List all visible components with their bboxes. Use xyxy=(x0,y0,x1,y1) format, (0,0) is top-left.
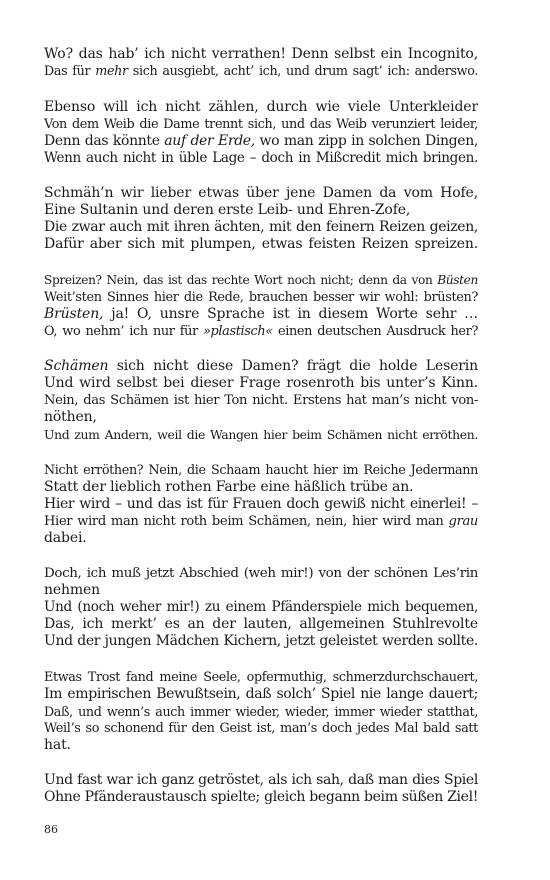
text-segment: Daß, und wenn’s auch immer wieder, wieder, immer wieder statthat, xyxy=(44,703,478,719)
text-segment: Statt der lieblich rothen Farbe eine häßlich trübe an. xyxy=(44,478,414,495)
poem-line xyxy=(44,462,478,479)
poem-line xyxy=(44,669,478,686)
poem-line xyxy=(44,46,478,63)
text-segment: Schmäh’n wir lieber etwas über jene Damen da vom Hofe, xyxy=(44,185,478,201)
poem-line xyxy=(44,323,478,340)
italic-text: Schämen xyxy=(44,358,109,374)
poem-line xyxy=(44,150,478,167)
text-segment: Die zwar auch mit ihren ächten, mit den feinern Reizen geizen, xyxy=(44,219,478,235)
italic-text: auf der Erde, xyxy=(164,132,255,149)
stanza xyxy=(44,669,478,754)
text-segment: Und (noch weher mir!) zu einem Pfänderspiele mich bequemen, xyxy=(44,599,478,615)
text-segment: Doch, ich muß jetzt Abschied (weh mir!) von der schönen Les’rin xyxy=(44,566,478,581)
text-segment: Spreizen? Nein, das ist das rechte Wort noch nicht; denn da von xyxy=(44,272,438,287)
poem-line xyxy=(44,236,478,253)
text-segment: Und wird selbst bei dieser Frage rosenroth bis unter’s Kinn. xyxy=(44,375,478,391)
poem-line xyxy=(44,202,478,219)
text-segment: Weit’sten Sinnes hier die Rede, brauchen besser wir wohl: brüsten? xyxy=(44,289,478,305)
poem-line xyxy=(44,616,478,633)
poem-line xyxy=(44,219,478,236)
text-segment: ja! O, unsre Sprache ist in diesem Worte sehr … xyxy=(103,305,478,322)
text-segment: Etwas Trost fand meine Seele, opfermuthig, schmerzdurchschauert, xyxy=(44,669,478,685)
text-segment: Wo? das hab’ ich nicht verrathen! Denn selbst ein Incognito, xyxy=(44,46,478,62)
stanza xyxy=(44,272,478,340)
text-segment: Ebenso will ich nicht zählen, durch wie viele Unterkleider xyxy=(44,98,478,115)
text-segment: sich nicht diese Damen? frägt die holde Leserin xyxy=(108,358,478,374)
text-segment: Hier wird man nicht roth beim Schämen, nein, hier wird man xyxy=(44,513,449,529)
text-segment: Hier wird – und das ist für Frauen doch gewiß nicht einerlei! – xyxy=(44,495,478,512)
poem-line xyxy=(44,720,478,737)
poem-line xyxy=(44,496,478,513)
text-segment: Und zum Andern, weil die Wangen hier beim Schämen nicht erröthen. xyxy=(44,427,478,442)
stanza xyxy=(44,99,478,167)
text-segment: Ohne Pfänderaustausch spielte; gleich begann beim süßen Ziel! xyxy=(44,789,478,805)
stanza xyxy=(44,565,478,650)
page-number: 86 xyxy=(44,823,58,836)
text-segment: nehmen xyxy=(44,582,100,598)
poem-line xyxy=(44,686,478,703)
text-segment: sich ausgiebt, acht’ ich, und drum sagt’ ich: anderswo. xyxy=(127,64,478,79)
poem-line xyxy=(44,530,478,547)
poem-line xyxy=(44,116,478,133)
text-segment: Das für xyxy=(44,64,96,79)
text-segment: Weil’s so schonend für den Geist ist, man’s doch jedes Mal bald satt xyxy=(44,720,478,736)
text-segment: einen deutschen Ausdruck her? xyxy=(272,323,478,339)
text-segment: Nicht erröthen? Nein, die Schaam haucht hier im Reiche Jedermann xyxy=(44,462,478,478)
poem-line xyxy=(44,185,478,202)
text-segment: dabei. xyxy=(44,529,87,546)
poem-line xyxy=(44,63,478,80)
poem-line xyxy=(44,306,478,323)
stanza xyxy=(44,358,478,443)
poem-line xyxy=(44,358,478,375)
poem-line xyxy=(44,426,478,443)
italic-text: »plastisch« xyxy=(203,323,273,339)
text-segment: Und fast war ich ganz getröstet, als ich sah, daß man dies Spiel xyxy=(44,772,478,788)
text-segment: Nein, das Schämen ist hier Ton nicht. Erstens hat man’s nicht von- xyxy=(44,393,478,408)
text-segment: Denn das könnte xyxy=(44,132,165,149)
text-segment: nöthen, xyxy=(44,409,97,425)
italic-text: mehr xyxy=(95,64,128,79)
poem-line xyxy=(44,289,478,306)
italic-text: grau xyxy=(448,513,478,529)
stanza xyxy=(44,46,478,80)
poem-line xyxy=(44,409,478,426)
italic-text: Brüsten, xyxy=(44,305,104,322)
stanza xyxy=(44,462,478,547)
text-segment: Von dem Weib die Dame trennt sich, und das Weib verunziert leider, xyxy=(44,116,478,132)
poem-line xyxy=(44,789,478,806)
text-segment: hat. xyxy=(44,736,71,753)
poem-line xyxy=(44,582,478,599)
text-segment: Wenn auch nicht in üble Lage – doch in Mißcredit mich bringen. xyxy=(44,149,478,166)
text-segment: wo man zipp in solchen Dingen, xyxy=(254,132,478,149)
text-segment: Und der jungen Mädchen Kichern, jetzt geleistet werden sollte. xyxy=(44,633,478,649)
stanza xyxy=(44,772,478,806)
text-segment: Das, ich merkt’ es an der lauten, allgemeinen Stuhlrevolte xyxy=(44,616,478,632)
stanza xyxy=(44,185,478,253)
poem-line xyxy=(44,599,478,616)
poem-body xyxy=(44,46,478,825)
poem-line xyxy=(44,133,478,150)
text-segment: Im empirischen Bewußtsein, daß solch’ Spiel nie lange dauert; xyxy=(44,685,478,702)
poem-line xyxy=(44,375,478,392)
poem-line xyxy=(44,737,478,754)
text-segment: O, wo nehm’ ich nur für xyxy=(44,323,204,339)
italic-text: Büsten xyxy=(437,272,478,287)
poem-line xyxy=(44,392,478,409)
poem-line xyxy=(44,565,478,582)
poem-line xyxy=(44,633,478,650)
poem-line xyxy=(44,772,478,789)
poem-line xyxy=(44,479,478,496)
poem-line xyxy=(44,703,478,720)
text-segment: Dafür aber sich mit plumpen, etwas feisten Reizen spreizen. xyxy=(44,236,478,252)
poem-line xyxy=(44,272,478,289)
poem-line xyxy=(44,99,478,116)
poem-line xyxy=(44,513,478,530)
text-segment: Eine Sultanin und deren erste Leib- und Ehren-Zofe, xyxy=(44,202,411,218)
